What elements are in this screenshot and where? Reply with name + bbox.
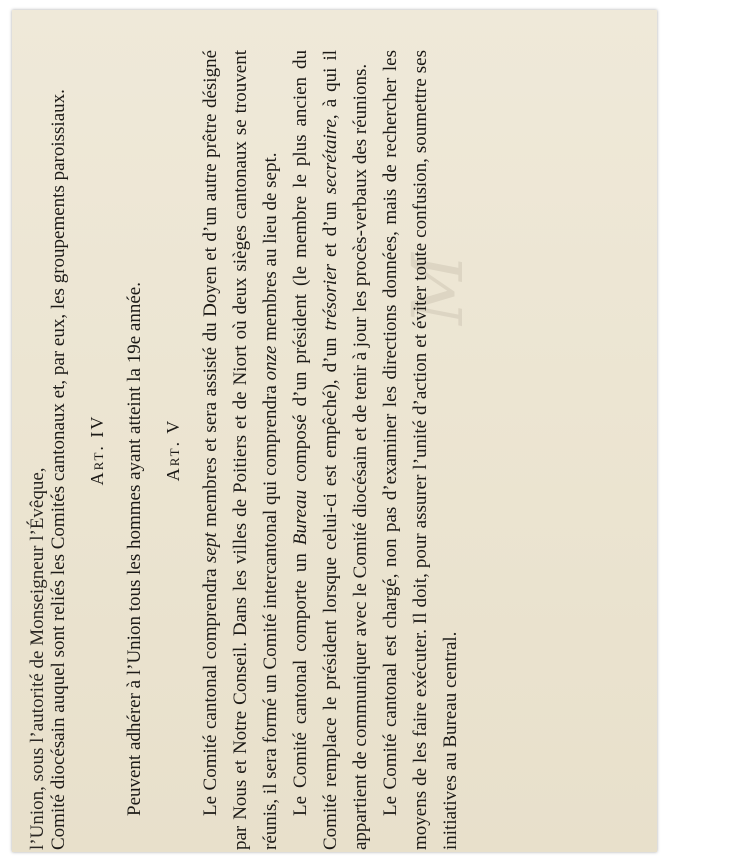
p4-text-d: , à qui il appartient de communiquer avec le Comité diocésain et de tenir à jour les procès-verbaux des réunions. bbox=[320, 49, 371, 850]
article-v-heading: Art. V bbox=[163, 418, 183, 482]
paragraph-2-text: Peuvent adhérer à l’Union tous les hommes ayant atteint la 19e année. bbox=[124, 282, 145, 816]
paragraph-3 bbox=[196, 50, 286, 850]
cut-top-line: l’Union, sous l’autorité de Monseigneur l’Évêque, bbox=[27, 467, 48, 850]
p3-text-b: membres et sera assisté du Doyen et d’un autre prêtre désigné par Nous et Notre Conseil. Dans les villes de Poitiers et de Niort où deux sièges cantonaux se trouvent réunis, il sera formé un Comité intercantonal qui comprendra bbox=[200, 50, 281, 850]
paragraph-1: Comité diocésain auquel sont reliés les Comités cantonaux et, par eux, les groupements paroissiaux. bbox=[48, 89, 69, 850]
p4-em-tresorier: trésorier bbox=[320, 263, 341, 331]
show-through-handwriting: M bbox=[397, 253, 479, 325]
rotated-text-block bbox=[27, 49, 532, 850]
p4-em-secretaire: secrétaire bbox=[320, 119, 341, 195]
p3-text-a: Le Comité cantonal comprendra bbox=[200, 568, 221, 816]
article-iv-heading: Art. IV bbox=[87, 414, 107, 486]
paragraph-4 bbox=[286, 50, 376, 850]
p3-em-sept: sept bbox=[200, 532, 221, 563]
paragraph-5: Le Comité cantonal est chargé, non pas d’examiner les directions données, mais de rechercher les moyens de les faire exécuter. Il doit, pour assurer l’unité d’action et éviter toute confusion, soumettre ses initiatives au Bureau central. bbox=[380, 50, 461, 850]
p4-text-b: composé d’un président (le membre le plus ancien du Comité remplace le président lorsque celui-ci est empêché), d’un bbox=[290, 49, 341, 850]
p4-text-c: et d’un bbox=[320, 201, 341, 257]
document-page bbox=[12, 10, 657, 852]
p4-text-a: Le Comité cantonal comporte un bbox=[290, 553, 311, 816]
p3-text-c: membres au lieu de sept. bbox=[260, 152, 281, 341]
paragraph-2 bbox=[120, 50, 150, 850]
p3-em-onze: onze bbox=[260, 345, 281, 381]
p4-em-bureau: Bureau bbox=[290, 489, 311, 546]
